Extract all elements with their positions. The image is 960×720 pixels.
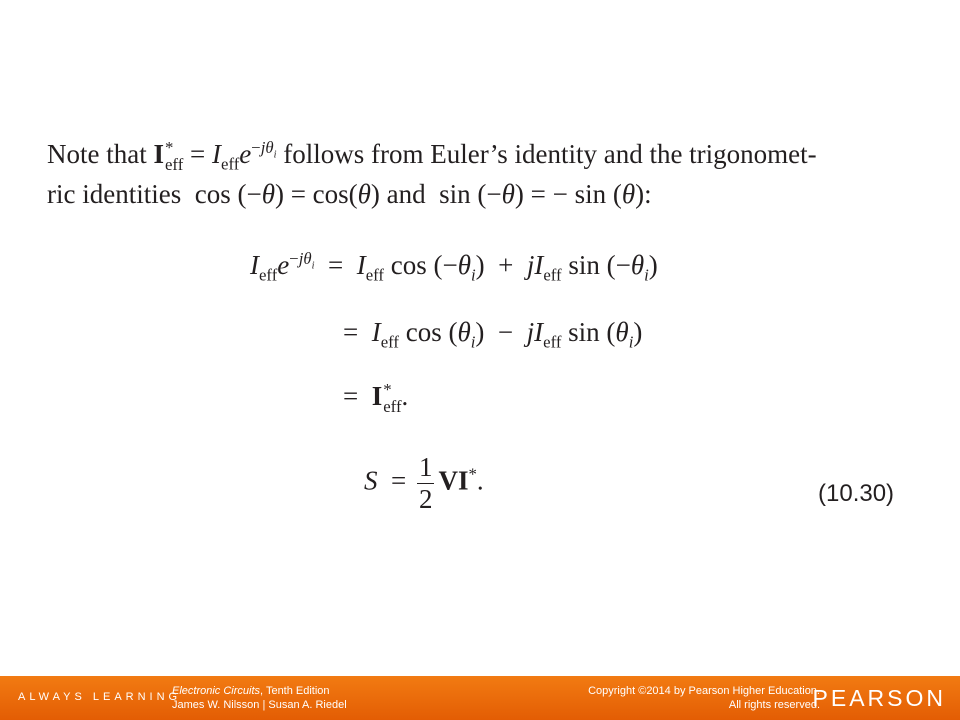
copyright-notice [588,684,820,712]
equation-number: (10.30) [818,480,895,507]
explanation-paragraph [47,134,927,214]
always-learning-text: ALWAYS LEARNING [18,691,182,703]
paragraph-line-1: Note that I * eff = $I_{eff}e^{-j\theta_i}$ follows from Euler’s identity and the trigonomet- [47,138,817,174]
book-citation [172,684,347,712]
ric-identities-text: ric identities [47,179,182,209]
fraction-one-half: $\frac{1}{2}$ [418,452,433,514]
inline-math-i-eff-star: I [153,139,164,169]
equation-line-2: = $I_{eff}$ $\cos (\theta_i) - jI_{eff}$ $\sin (\theta_i)$ [343,317,643,352]
and-text: and [386,179,426,209]
paragraph-line-2: ric identities cos (−θ) = cos(θ) and sin (−θ) = − sin (θ): [47,179,652,209]
book-authors: James W. Nilsson | Susan A. Riedel [172,699,347,711]
equation-line-3: = I * eff . [343,380,409,416]
equation-10-30: S = $\frac{1}{2}$ VI*. [364,452,484,514]
colon-text: : [644,179,652,209]
note-that-text: Note that [47,139,147,169]
pearson-logo: PEARSON [812,685,946,711]
copyright-line-2: All rights reserved. [728,699,820,711]
equation-line-1: $I_{eff}e^{-j\theta_i} = I_{eff}$ $\cos (-\theta_i) + jI_{eff}$ $\sin (-\theta_i)$ [250,249,658,285]
book-edition: , Tenth Edition [260,685,330,697]
footer-bar [0,676,960,720]
copyright-line-1: Copyright ©2014 by Pearson Higher Education. [588,685,820,697]
follows-text: follows from Euler’s identity and the trigonomet- [283,139,817,169]
book-title: Electronic Circuits [172,685,261,697]
